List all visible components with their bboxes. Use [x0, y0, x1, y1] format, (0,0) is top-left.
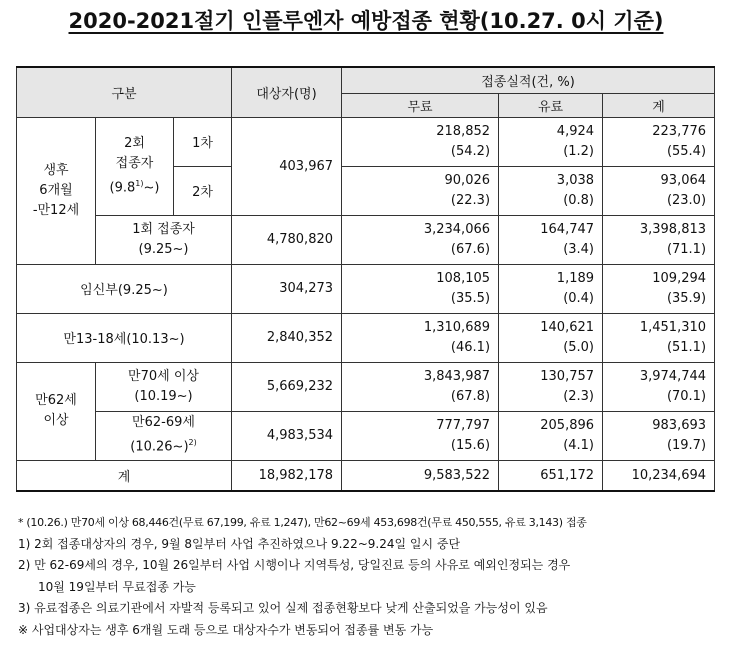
cell-total: 223,776 (55.4): [603, 117, 715, 166]
free-sum: 9,583,522: [342, 460, 499, 491]
target-age62-69: 4,983,534: [232, 411, 342, 460]
target-pregnant: 304,273: [232, 264, 342, 313]
table-row: [17, 313, 715, 362]
header-paid: 유료: [499, 93, 603, 117]
cell-free: 90,026 (22.3): [342, 166, 499, 215]
target-over70: 5,669,232: [232, 362, 342, 411]
note-3: 3) 유료접종은 의료기관에서 자발적 등록되고 있어 실제 접종현황보다 낮게 산출되었을 가능성이 있음: [18, 601, 548, 615]
total-sum: 10,234,694: [603, 460, 715, 491]
header-total: 계: [603, 93, 715, 117]
target-one-dose: 4,780,820: [232, 215, 342, 264]
group-teen: 만13-18세(10.13~): [17, 313, 232, 362]
cell-total: 109,294 (35.9): [603, 264, 715, 313]
vaccination-table: [16, 66, 715, 492]
cell-free: 218,852 (54.2): [342, 117, 499, 166]
cell-free: 3,843,987 (67.8): [342, 362, 499, 411]
cell-free: 3,234,066 (67.6): [342, 215, 499, 264]
group-over70: 만70세 이상 (10.19~): [96, 362, 232, 411]
total-row: [17, 460, 715, 491]
table-row: [17, 362, 715, 411]
header-performance: 접종실적(건, %): [342, 67, 715, 93]
group-child: 생후 6개월 -만12세: [17, 117, 96, 264]
target-teen: 2,840,352: [232, 313, 342, 362]
cell-total: 93,064 (23.0): [603, 166, 715, 215]
header-category: 구분: [17, 67, 232, 117]
header-target: 대상자(명): [232, 67, 342, 117]
cell-free: 1,310,689 (46.1): [342, 313, 499, 362]
cell-paid: 140,621 (5.0): [499, 313, 603, 362]
group-age62-69: 만62-69세 (10.26~)$^{2)}$: [96, 411, 232, 460]
table-row: [17, 215, 715, 264]
label-second-dose: 2차: [174, 166, 232, 215]
target-two-dose: 403,967: [232, 117, 342, 215]
cell-free: 108,105 (35.5): [342, 264, 499, 313]
table-row: [17, 264, 715, 313]
label-first-dose: 1차: [174, 117, 232, 166]
cell-paid: 4,924 (1.2): [499, 117, 603, 166]
group-two-dose: 2회 접종자 (9.8$^{1)}$~): [96, 117, 174, 215]
cell-paid: 205,896 (4.1): [499, 411, 603, 460]
cell-total: 3,974,744 (70.1): [603, 362, 715, 411]
footnotes: [18, 512, 718, 641]
cell-paid: 3,038 (0.8): [499, 166, 603, 215]
cell-total: 1,451,310 (51.1): [603, 313, 715, 362]
note-asterisk: * (10.26.) 만70세 이상 68,446건(무료 67,199, 유료 1,247), 만62~69세 453,698건(무료 450,555, 유료 3,143) 접종: [18, 516, 587, 529]
target-sum: 18,982,178: [232, 460, 342, 491]
cell-paid: 130,757 (2.3): [499, 362, 603, 411]
label-sum: 계: [17, 460, 232, 491]
cell-paid: 1,189 (0.4): [499, 264, 603, 313]
header-free: 무료: [342, 93, 499, 117]
table-row: [17, 117, 715, 166]
group-one-dose: 1회 접종자 (9.25~): [96, 215, 232, 264]
group-pregnant: 임신부(9.25~): [17, 264, 232, 313]
cell-total: 3,398,813 (71.1): [603, 215, 715, 264]
page-title: 2020-2021절기 인플루엔자 예방접종 현황(10.27. 0시 기준): [68, 9, 664, 33]
paid-sum: 651,172: [499, 460, 603, 491]
header-row: [17, 67, 715, 93]
note-2: 2) 만 62-69세의 경우, 10월 26일부터 사업 시행이나 지역특성, 당일진료 등의 사유로 예외인정되는 경우: [18, 558, 571, 572]
cell-total: 983,693 (19.7): [603, 411, 715, 460]
group-senior: 만62세 이상: [17, 362, 96, 460]
note-1: 1) 2회 접종대상자의 경우, 9월 8일부터 사업 추진하였으나 9.22~9.24일 일시 중단: [18, 536, 461, 551]
cell-free: 777,797 (15.6): [342, 411, 499, 460]
note-2-continued: 10월 19일부터 무료접종 가능: [38, 579, 196, 594]
table-row: [17, 411, 715, 460]
note-reference: ※ 사업대상자는 생후 6개월 도래 등으로 대상자수가 변동되어 접종률 변동 가능: [18, 622, 434, 637]
cell-paid: 164,747 (3.4): [499, 215, 603, 264]
